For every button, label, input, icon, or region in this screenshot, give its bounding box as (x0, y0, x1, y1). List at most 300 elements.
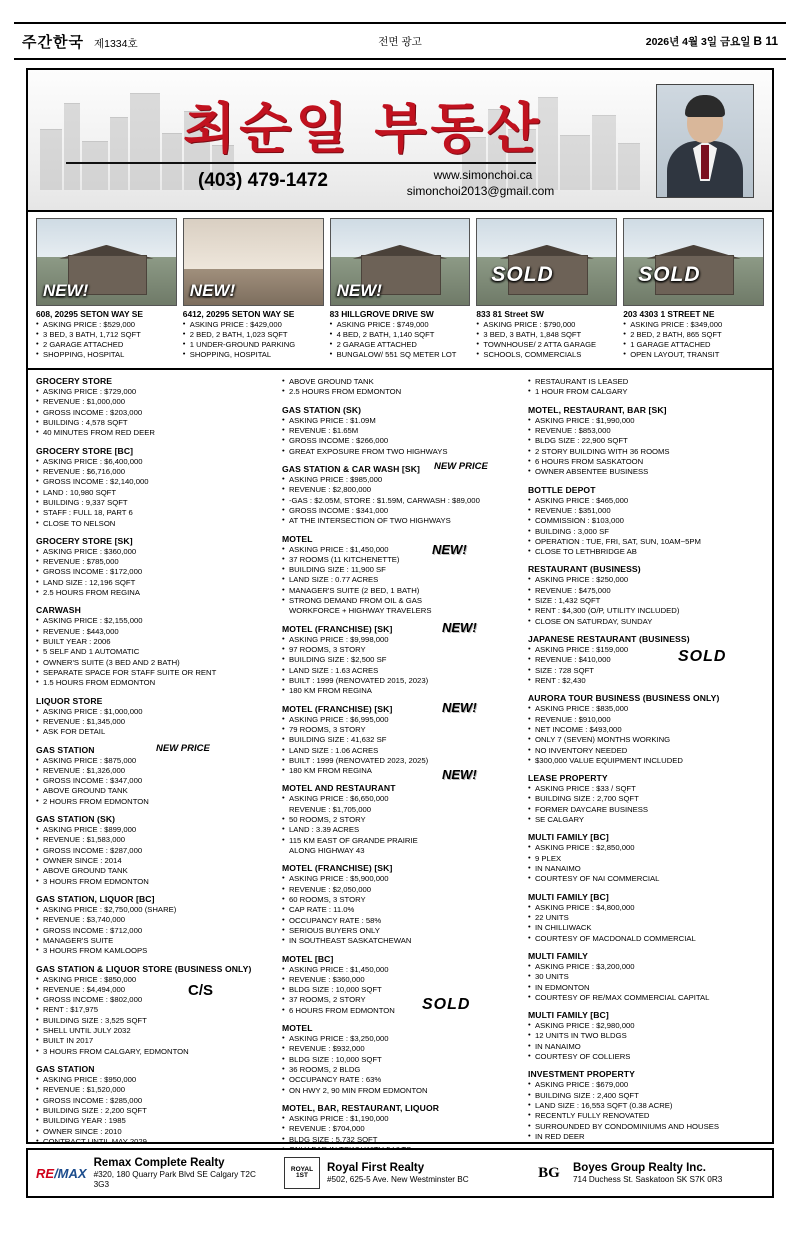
listing-title: 833 81 Street SW (476, 309, 544, 319)
listing-detail: • 3 BED, 3 BATH, 1,712 SQFT (36, 330, 177, 340)
block-heading: MOTEL, BAR, RESTAURANT, LIQUOR (282, 1102, 440, 1113)
listing-block (282, 619, 518, 697)
block-item: • ASKING PRICE : $2,750,000 (SHARE) (36, 905, 272, 915)
block-item: • REVENUE : $785,000 (36, 557, 272, 567)
block-item: • ASKING PRICE : $950,000 (36, 1075, 272, 1085)
listing-block (36, 605, 272, 688)
listing-card[interactable] (476, 218, 617, 360)
remax-logo: RE/MAX (36, 1165, 87, 1181)
listing-title: 6412, 20295 SETON WAY SE (182, 309, 295, 319)
block-heading: CARWASH (36, 605, 81, 616)
block-item: • 1 HOUR FROM CALGARY (528, 387, 764, 397)
column-1 (36, 376, 272, 1162)
listing-details (183, 320, 324, 360)
block-item: • 97 ROOMS, 3 STORY (282, 645, 518, 655)
listing-block (36, 696, 272, 738)
block-item: • GROSS INCOME : $287,000 (36, 846, 272, 856)
block-item: • BUILDING SIZE : 2,200 SQFT (36, 1106, 272, 1116)
block-item: • ASKING PRICE : $6,650,000 (282, 794, 518, 804)
block-item: • 36 ROOMS, 2 BLDG (282, 1065, 518, 1075)
block-item: • IN NANAIMO (528, 864, 764, 874)
block-heading: GAS STATION (36, 744, 95, 755)
block-items (528, 903, 764, 944)
block-item: • COURTESY OF MACDONALD COMMERCIAL (528, 934, 764, 944)
masthead (14, 22, 786, 60)
brokerage-name: Remax Complete Realty (93, 1156, 225, 1169)
block-item: • 40 MINUTES FROM RED DEER (36, 428, 272, 438)
listing-detail: • ASKING PRICE : $749,000 (330, 320, 471, 330)
listing-block (528, 485, 764, 558)
block-heading: GAS STATION, LIQUOR [BC] (36, 893, 155, 904)
block-items (282, 635, 518, 697)
block-item: • 2 STORY BUILDING WITH 36 ROOMS (528, 447, 764, 457)
listing-block (282, 460, 518, 527)
listing-block (528, 892, 764, 944)
block-heading: JAPANESE RESTAURANT (BUSINESS) (528, 634, 690, 644)
block-item: • BLDG SIZE : 10,000 SQFT (282, 1055, 518, 1065)
block-item: • ASKING PRICE : $729,000 (36, 387, 272, 397)
block-item: • CONTRACT UNTIL MAY 2029 (36, 1137, 272, 1147)
block-item: • LAND SIZE : 12,196 SQFT (36, 578, 272, 588)
new-stamp: NEW! (442, 767, 477, 783)
listing-block (528, 405, 764, 478)
block-item: • IN CHILLIWACK (528, 923, 764, 933)
listing-block (36, 1064, 272, 1147)
block-item: • 2.5 HOURS FROM EDMONTON (282, 387, 518, 397)
block-item: • ASKING PRICE : $850,000 (36, 975, 272, 985)
block-items (36, 905, 272, 957)
block-item: • SE CALGARY (528, 815, 764, 825)
block-item: • ASKING PRICE : $2,155,000 (36, 616, 272, 626)
block-item: • CLOSE ON SATURDAY, SUNDAY (528, 617, 764, 627)
listing-photo (183, 218, 324, 306)
block-item: • BLDG SIZE : 10,000 SQFT (282, 985, 518, 995)
block-item: • CLOSE TO LETHBRIDGE AB (528, 547, 764, 557)
column-3 (528, 376, 764, 1162)
agent-portrait (656, 84, 754, 198)
block-item: • 3 HOURS FROM CALGARY, EDMONTON (36, 1047, 272, 1057)
listing-block (282, 405, 518, 457)
listing-card[interactable] (36, 218, 177, 360)
block-item: • BUILDING SIZE : 2,400 SQFT (528, 1091, 764, 1101)
block-item: • RESTAURANT IS LEASED (528, 377, 764, 387)
block-item: • GROSS INCOME : $712,000 (36, 926, 272, 936)
page-number: B 11 (753, 33, 778, 48)
block-items (36, 825, 272, 887)
block-item: • CLOSE TO NELSON (36, 519, 272, 529)
listing-detail: • 2 BED, 2 BATH, 1,023 SQFT (183, 330, 324, 340)
block-item: • ASKING PRICE : $6,995,000 (282, 715, 518, 725)
block-item: • RENT : $4,300 (O/P, UTILITY INCLUDED) (528, 606, 764, 616)
block-item: • GROSS INCOME : $203,000 (36, 408, 272, 418)
block-item: • REVENUE : $1,345,000 (36, 717, 272, 727)
block-item: • 6 HOURS FROM SASKATOON (528, 457, 764, 467)
block-item: • ASKING PRICE : $1,450,000 (282, 965, 518, 975)
block-item: • REVENUE : $3,740,000 (36, 915, 272, 925)
listing-columns (28, 370, 772, 1166)
portrait-hair (685, 95, 725, 117)
brokerage-address: 714 Duchess St. Saskatoon SK S7K 0R3 (573, 1175, 723, 1185)
block-items (36, 707, 272, 738)
block-items (528, 704, 764, 766)
brokerage-royal-first (276, 1157, 524, 1189)
listing-card[interactable] (623, 218, 764, 360)
brokerage-info (94, 1156, 268, 1191)
block-item: • GROSS INCOME : $172,000 (36, 567, 272, 577)
block-item: • ASKING PRICE : $9,998,000 (282, 635, 518, 645)
block-heading: AURORA TOUR BUSINESS (BUSINESS ONLY) (528, 693, 720, 704)
block-items (36, 547, 272, 599)
block-item: • IN EDMONTON (528, 983, 764, 993)
block-item: • BLDG SIZE : 22,900 SQFT (528, 436, 764, 446)
block-item: WORKFORCE + HIGHWAY TRAVELERS (289, 606, 432, 616)
block-item: • COMMISSION : $103,000 (528, 516, 764, 526)
block-item: • 6 HOURS FROM EDMONTON (282, 1006, 518, 1016)
issue-number: 제1334호 (93, 37, 138, 50)
listing-badge: NEW! (336, 281, 382, 300)
block-item: • IN SOUTHEAST SASKATCHEWAN (282, 936, 518, 946)
listing-badge: NEW! (43, 281, 89, 300)
block-item: • STAFF : FULL 18, PART 6 (36, 508, 272, 518)
block-item: • 2.5 HOURS FROM REGINA (36, 588, 272, 598)
block-items (528, 496, 764, 558)
block-item: • REVENUE : $475,000 (528, 586, 764, 596)
block-item: • REVENUE : $704,000 (282, 1124, 518, 1134)
block-item: • ABOVE GROUND TANK (36, 866, 272, 876)
block-heading: MULTI FAMILY (528, 950, 588, 961)
block-items (36, 457, 272, 529)
block-item: • $300,000 VALUE EQUIPMENT INCLUDED (528, 756, 764, 766)
listing-block (36, 894, 272, 957)
block-item: • ONLY 7 (SEVEN) MONTHS WORKING (528, 735, 764, 745)
block-item: • OWNER SINCE : 2014 (36, 856, 272, 866)
block-item: • ASKING PRICE : $1,000,000 (36, 707, 272, 717)
block-item: • ON HWY 2, 90 MIN FROM EDMONTON (282, 1086, 518, 1096)
block-heading: MOTEL (FRANCHISE) [SK] (282, 703, 393, 714)
block-item: • IN NANAIMO (528, 1042, 764, 1052)
brokerage-boyes-group (524, 1158, 772, 1188)
listing-badge: NEW! (189, 281, 236, 300)
listing-block (36, 964, 272, 1058)
block-heading: GROCERY STORE [SK] (36, 535, 133, 546)
listing-detail: • SHOPPING, HOSPITAL (183, 350, 324, 360)
block-item: • ASKING PRICE : $33 / SQFT (528, 784, 764, 794)
block-item: • RENT : $17,975 (36, 1005, 272, 1015)
listing-title: 83 HILLGROVE DRIVE SW (329, 309, 434, 319)
agent-banner (28, 70, 772, 210)
listing-badge: SOLD (491, 263, 554, 286)
block-items (528, 962, 764, 1003)
block-item: • COURTESY OF RE/MAX COMMERCIAL CAPITAL (528, 993, 764, 1003)
block-heading: GAS STATION (36, 1064, 95, 1074)
block-item: • ABOVE GROUND TANK (36, 786, 272, 796)
listing-details (36, 320, 177, 360)
ad-frame (26, 68, 774, 1144)
block-item: • ASKING PRICE : $1,990,000 (528, 416, 764, 426)
agent-email: simonchoi2013@gmail.com (406, 184, 555, 198)
listing-block (36, 536, 272, 599)
listing-detail: • SHOPPING, HOSPITAL (36, 350, 177, 360)
block-heading: MOTEL (FRANCHISE) [SK] (282, 623, 393, 634)
royal-first-logo: ROYAL 1ST (284, 1157, 320, 1189)
block-item: • 3 HOURS FROM EDMONTON (36, 877, 272, 887)
block-heading: GAS STATION & LIQUOR STORE (BUSINESS ONLY) (36, 963, 252, 974)
listing-block (528, 1069, 764, 1142)
block-item: • BUILDING : 3,000 SF (528, 527, 764, 537)
block-items (528, 645, 764, 686)
block-item: • OPERATION : TUE, FRI, SAT, SUN, 10AM~5PM (528, 537, 764, 547)
block-item: • STRONG DEMAND FROM OIL & GAS (282, 596, 518, 606)
block-item: • BUILDING SIZE : 2,700 SQFT (528, 794, 764, 804)
block-item: • LAND SIZE : 1.06 ACRES (282, 746, 518, 756)
listing-detail: • ASKING PRICE : $429,000 (183, 320, 324, 330)
listing-details (623, 320, 764, 360)
listing-block-continued (282, 377, 518, 398)
listing-detail: • ASKING PRICE : $790,000 (476, 320, 617, 330)
block-item: • GROSS INCOME : $802,000 (36, 995, 272, 1005)
block-item: • 5 SELF AND 1 AUTOMATIC (36, 647, 272, 657)
block-item: ALONG HIGHWAY 43 (289, 846, 365, 855)
block-item: • OWNER SINCE : 2010 (36, 1127, 272, 1137)
block-item: • SERIOUS BUYERS ONLY (282, 926, 518, 936)
listing-card[interactable] (183, 218, 324, 360)
listing-block (36, 814, 272, 887)
listing-detail: • TOWNHOUSE/ 2 ATTA GARAGE (476, 340, 617, 350)
listing-badge: SOLD (638, 263, 701, 286)
block-item: • NO INVENTORY NEEDED (528, 746, 764, 756)
block-items (36, 387, 272, 439)
block-items (36, 1075, 272, 1147)
boyes-group-logo: BG (538, 1164, 560, 1181)
block-item: • AT THE INTERSECTION OF TWO HIGHWAYS (282, 516, 518, 526)
block-item: • 60 ROOMS, 3 STORY (282, 895, 518, 905)
block-item: • ASKING PRICE : $4,800,000 (528, 903, 764, 913)
block-item: • LAND SIZE : 0.77 ACRES (282, 575, 518, 585)
listing-detail: • 4 BED, 2 BATH, 1,140 SQFT (330, 330, 471, 340)
new-stamp: NEW! (432, 541, 467, 557)
block-item: • SIZE : 728 SQFT (528, 666, 764, 676)
block-heading: MOTEL, RESTAURANT, BAR [SK] (528, 404, 667, 415)
banner-divider (66, 162, 536, 164)
listing-photo (330, 218, 471, 306)
block-item: • BUILDING YEAR : 1985 (36, 1116, 272, 1126)
listing-block (282, 1023, 518, 1096)
block-item: • SEPARATE SPACE FOR STAFF SUITE OR RENT (36, 668, 272, 678)
block-item: • LAND SIZE : 1.63 ACRES (282, 666, 518, 676)
block-item: • 180 KM FROM REGINA (282, 766, 518, 776)
block-items (36, 616, 272, 688)
listing-block (282, 534, 518, 617)
listing-block (528, 951, 764, 1003)
sold-stamp: SOLD (422, 995, 471, 1013)
block-item: • 37 ROOMS (11 KITCHENETTE) (282, 555, 518, 565)
block-item: • ASKING PRICE : $2,980,000 (528, 1021, 764, 1031)
block-item: • ASKING PRICE : $1,190,000 (282, 1114, 518, 1124)
brokerage-name: Royal First Realty (327, 1161, 425, 1174)
block-item: • OCCUPANCY RATE : 63% (282, 1075, 518, 1085)
block-heading: MOTEL (282, 533, 313, 544)
brokerage-footer (26, 1148, 774, 1198)
block-item: • BUILDING : 4,578 SQFT (36, 418, 272, 428)
block-heading: LEASE PROPERTY (528, 773, 608, 784)
block-item: • 22 UNITS (528, 913, 764, 923)
brokerage-address: #502, 625-5 Ave. New Westminster BC (327, 1175, 469, 1185)
section-label: 전면 광고 (378, 35, 422, 48)
new-stamp: NEW! (442, 699, 477, 715)
listing-detail: • ASKING PRICE : $529,000 (36, 320, 177, 330)
block-item: • COURTESY OF NAI COMMERCIAL (528, 874, 764, 884)
listing-title: 203 4303 1 STREET NE (623, 309, 715, 319)
listing-block-continued (528, 377, 764, 398)
block-item: • ASK FOR DETAIL (36, 727, 272, 737)
sold-stamp: SOLD (678, 648, 727, 665)
block-heading: GROCERY STORE [BC] (36, 445, 134, 456)
block-items (282, 416, 518, 457)
agent-website: www.simonchoi.ca (433, 168, 533, 182)
listing-block (528, 693, 764, 766)
block-items (282, 475, 518, 527)
block-item: • SURROUNDED BY CONDOMINIUMS AND HOUSES (528, 1122, 764, 1132)
block-items (528, 1080, 764, 1142)
block-item: • GROSS INCOME : $266,000 (282, 436, 518, 446)
block-item: • BUILDING : 9,337 SQFT (36, 498, 272, 508)
block-item: • -GAS : $2.05M, STORE : $1.59M, CARWASH : $89,000 (282, 496, 518, 506)
listing-title: 608, 20295 SETON WAY SE (36, 309, 143, 319)
block-item: • 2 HOURS FROM EDMONTON (36, 797, 272, 807)
listing-detail: • 1 UNDER-GROUND PARKING (183, 340, 324, 350)
block-item: • BUILDING SIZE : 11,900 SF (282, 565, 518, 575)
block-item: • ASKING PRICE : $159,000 (528, 645, 764, 655)
block-heading: MULTI FAMILY [BC] (528, 1010, 609, 1021)
block-item: • ASKING PRICE : $5,900,000 (282, 874, 518, 884)
block-item: • ASKING PRICE : $250,000 (528, 575, 764, 585)
block-item: • IN RED DEER (528, 1132, 764, 1142)
block-items (282, 545, 518, 617)
block-heading: MOTEL [BC] (282, 953, 334, 964)
block-item: • 1.5 HOURS FROM EDMONTON (36, 678, 272, 688)
listing-photo (36, 218, 177, 306)
brokerage-address: #320, 180 Quarry Park Blvd SE Calgary T2C 3G3 (93, 1169, 256, 1190)
block-item: • REVENUE : $1.65M (282, 426, 518, 436)
listing-details (330, 320, 471, 360)
listing-detail: • 3 BED, 3 BATH, 1,848 SQFT (476, 330, 617, 340)
block-items (36, 756, 272, 808)
listing-photo (476, 218, 617, 306)
block-item: • REVENUE : $853,000 (528, 426, 764, 436)
block-item: REVENUE : $1,705,000 (289, 804, 372, 814)
listing-card[interactable] (330, 218, 471, 360)
block-item: • ASKING PRICE : $1.09M (282, 416, 518, 426)
listing-block (282, 699, 518, 777)
block-item: • REVENUE : $1,326,000 (36, 766, 272, 776)
block-item: • REVENUE : $351,000 (528, 506, 764, 516)
new-price-stamp: NEW PRICE (156, 742, 210, 754)
block-item: • 180 KM FROM REGINA (282, 686, 518, 696)
block-item: • GREAT EXPOSURE FROM TWO HIGHWAYS (282, 447, 518, 457)
listing-detail: • 2 GARAGE ATTACHED (330, 340, 471, 350)
block-item: • REVENUE : $2,050,000 (282, 885, 518, 895)
block-item: • BUILDING SIZE : 3,525 SQFT (36, 1016, 272, 1026)
block-items (282, 1034, 518, 1096)
block-heading: RESTAURANT (BUSINESS) (528, 564, 641, 575)
block-heading: BOTTLE DEPOT (528, 484, 596, 495)
listing-detail: • ASKING PRICE : $349,000 (623, 320, 764, 330)
block-item: • REVENUE : $360,000 (282, 975, 518, 985)
block-item: • ASKING PRICE : $985,000 (282, 475, 518, 485)
block-item: • BUILT IN 2017 (36, 1036, 272, 1046)
block-item: • REVENUE : $6,716,000 (36, 467, 272, 477)
block-item: • 30 UNITS (528, 972, 764, 982)
block-items (528, 1021, 764, 1062)
block-heading: MULTI FAMILY [BC] (528, 832, 609, 843)
block-items (282, 965, 518, 1017)
block-item: • OCCUPANCY RATE : 58% (282, 916, 518, 926)
block-items (528, 377, 764, 398)
conditional-sale-stamp: C/S (188, 981, 214, 999)
block-item: • CAP RATE : 11.0% (282, 905, 518, 915)
block-item: • ASKING PRICE : $2,850,000 (528, 843, 764, 853)
listing-detail: • SCHOOLS, COMMERCIALS (476, 350, 617, 360)
block-item: • 37 ROOMS, 2 STORY (282, 995, 518, 1005)
block-item: • ASKING PRICE : $465,000 (528, 496, 764, 506)
block-item: • ASKING PRICE : $3,200,000 (528, 962, 764, 972)
block-item: • REVENUE : $1,000,000 (36, 397, 272, 407)
block-item: • REVENUE : $4,494,000 (36, 985, 272, 995)
block-items (36, 975, 272, 1058)
listing-block (528, 634, 764, 686)
block-item: • REVENUE : $910,000 (528, 715, 764, 725)
listing-block (528, 1010, 764, 1062)
block-item: • REVENUE : $932,000 (282, 1044, 518, 1054)
block-item: • BUILT YEAR : 2006 (36, 637, 272, 647)
block-item: • ASKING PRICE : $1,450,000 (282, 545, 518, 555)
block-heading: GAS STATION (SK) (282, 404, 362, 415)
block-item: • REVENUE : $1,520,000 (36, 1085, 272, 1095)
block-item: • OWNER ABSENTEE BUSINESS (528, 467, 764, 477)
block-item: • 12 UNITS IN TWO BLDGS (528, 1031, 764, 1041)
block-item: • ASKING PRICE : $3,250,000 (282, 1034, 518, 1044)
publication-date: 2026년 4월 3일 금요일 (645, 35, 751, 48)
block-items (528, 784, 764, 825)
listing-detail: • 2 GARAGE ATTACHED (36, 340, 177, 350)
agent-phone: (403) 479-1472 (198, 170, 328, 191)
new-price-stamp: NEW PRICE (434, 460, 488, 472)
block-item: • LAND : 10,980 SQFT (36, 488, 272, 498)
block-item: • ASKING PRICE : $679,000 (528, 1080, 764, 1090)
block-heading: INVESTMENT PROPERTY (528, 1069, 635, 1080)
block-item: • RENT : $2,430 (528, 676, 764, 686)
block-items (282, 715, 518, 777)
brokerage-info (327, 1161, 469, 1186)
block-item: • GROSS INCOME : $2,140,000 (36, 477, 272, 487)
listing-detail: • BUNGALOW/ 551 SQ METER LOT (330, 350, 471, 360)
block-item: • REVENUE : $2,800,000 (282, 485, 518, 495)
block-item: • 115 KM EAST OF GRANDE PRAIRIE (282, 836, 518, 846)
block-item: • RECENTLY FULLY RENOVATED (528, 1111, 764, 1121)
block-item: • MANAGER'S SUITE (2 BED, 1 BATH) (282, 586, 518, 596)
block-item: • BUILDING SIZE : 41,632 SF (282, 735, 518, 745)
listing-details (476, 320, 617, 360)
listing-block (528, 832, 764, 884)
brokerage-remax (28, 1156, 276, 1191)
block-items (282, 874, 518, 946)
block-item: • LAND : 3.39 ACRES (282, 825, 518, 835)
block-heading: MOTEL (FRANCHISE) [SK] (282, 863, 393, 874)
listing-block (528, 564, 764, 627)
block-heading: GAS STATION & CAR WASH [SK] (282, 463, 420, 474)
block-items (528, 416, 764, 478)
block-item: • GROSS INCOME : $341,000 (282, 506, 518, 516)
